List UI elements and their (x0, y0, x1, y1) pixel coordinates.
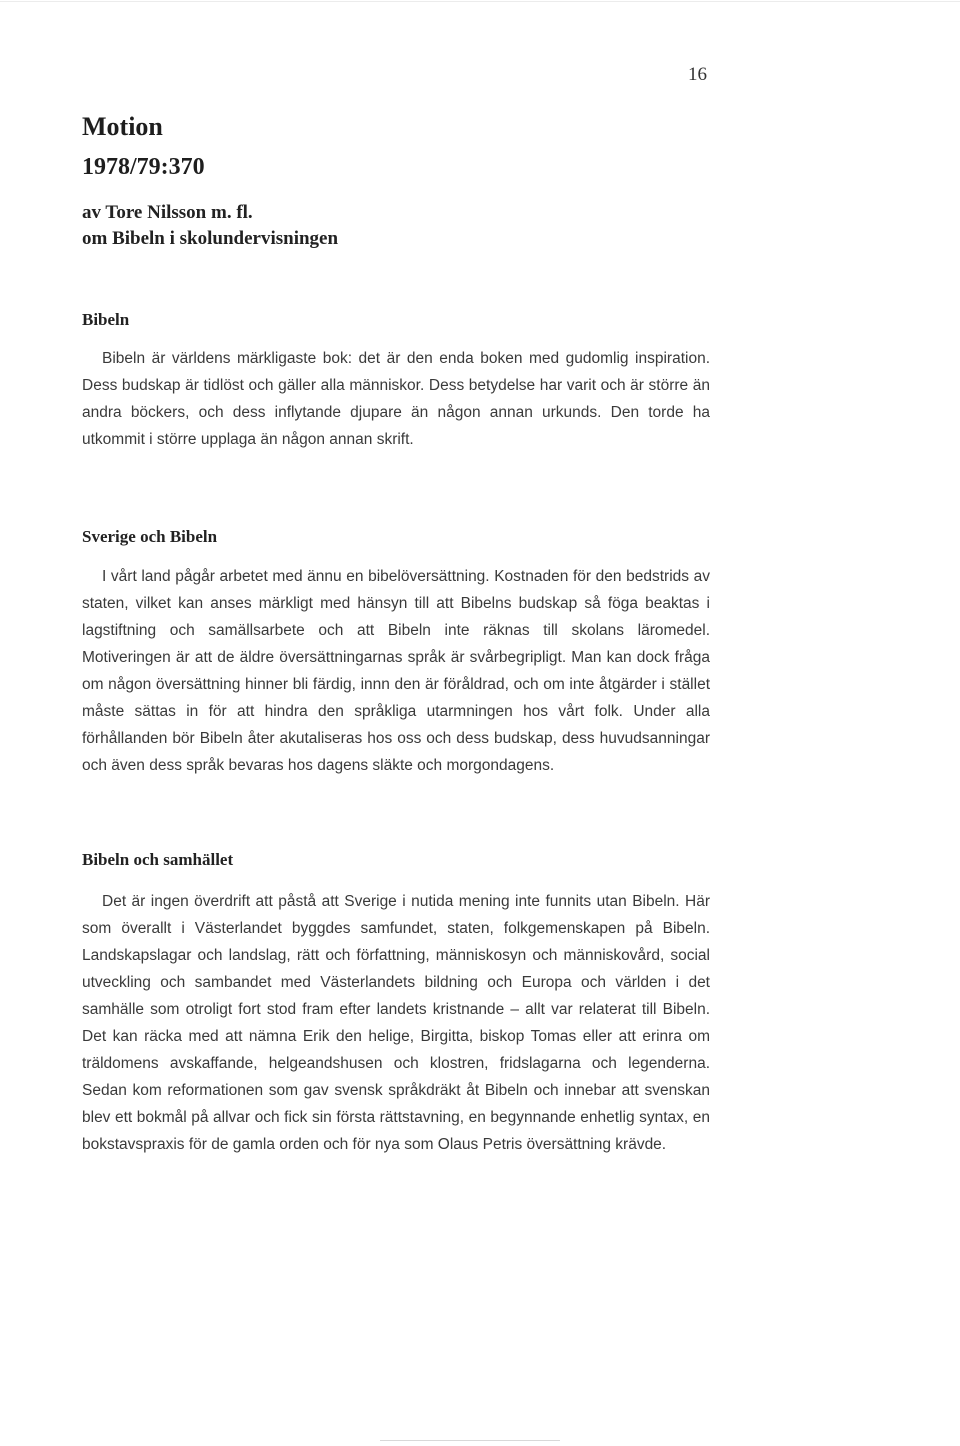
motion-number: 1978/79:370 (82, 154, 205, 180)
document-title: Motion (82, 112, 163, 141)
author-byline: av Tore Nilsson m. fl. (82, 202, 253, 223)
page-number: 16 (688, 64, 707, 85)
scan-edge-top (0, 1, 960, 2)
section-heading-bibeln-och-samhallet: Bibeln och samhället (82, 850, 234, 869)
section-text-sverige-och-bibeln: I vårt land pågår arbetet med ännu en bibelöversättning. Kostnaden för den bedstrids av staten, vilket kan anses märkligt med hänsyn till att Bibelns budskap så föga beaktas i lagstiftning och samällsarbete och att Bibeln inte räknas till skolans läromedel. Motiveringen är att de äldre översättningarnas språk är svårbegripligt. Man kan dock fråga om någon översättning hinner bli färdig, innn den är föråldrad, och om inte åtgärder i stället måste sättas in för att hindra den språkliga utarmningen hos vårt folk. Under alla förhållanden bör Bibeln åter akutaliseras hos oss och dess budskap, dess huvudsanningar och även dess språk bevaras hos dagens släkte och morgondagens. (82, 568, 710, 774)
motion-subject: om Bibeln i skolundervisningen (82, 228, 339, 249)
section-text-bibeln-och-samhallet: Det är ingen överdrift att påstå att Sverige i nutida mening inte funnits utan Bibeln. Här som överallt i Västerlandet byggdes samfundet, staten, folkgemenskapen på Bibeln. Landskapslagar och landslag, rätt och författning, människosyn och människovård, social utveckling och sambandet med Västerlandets bildning och Europa och världen i det samhälle som otroligt fort stod fram efter landets kristnande – allt var relaterat till Bibeln. Det kan räcka med att nämna Erik den helige, Birgitta, biskop Tomas eller att erinra om träldomens avskaffande, helgeandshusen och klostren, fridslagarna och legenderna. Sedan kom reformationen som gav svensk språkdräkt åt Bibeln och innebar att svenskan blev ett bokmål på allvar och fick sin första rättstavning, en begynnande enhetlig syntax, en bokstavspraxis för de gamla orden och för nya som Olaus Petris översättning krävde. (82, 893, 710, 1153)
section-text-bibeln: Bibeln är världens märkligaste bok: det är den enda boken med gudomlig inspiration. Dess budskap är tidlöst och gäller alla människor. Dess betydelse har varit och är större än andra böckers, och dess inflytande djupare än någon annan urkunds. Den torde ha utkommit i större upplaga än någon annan skrift. (82, 350, 710, 448)
scan-edge-bottom (380, 1440, 560, 1441)
section-heading-bibeln: Bibeln (82, 310, 130, 329)
section-heading-sverige-och-bibeln: Sverige och Bibeln (82, 527, 218, 546)
